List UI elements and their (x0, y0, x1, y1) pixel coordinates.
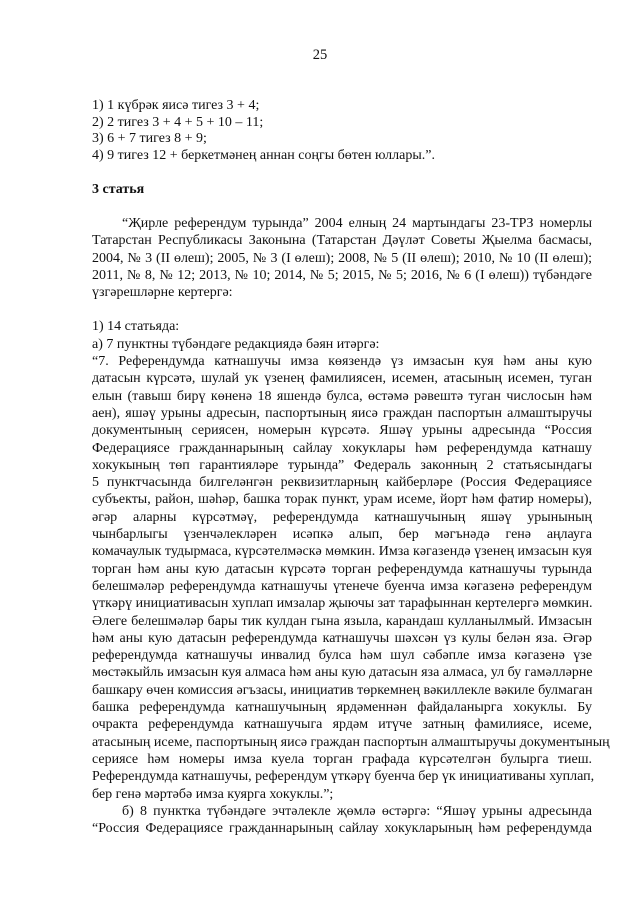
text-line: очракта референдумда катнашучыга ярдәм итүче затның фамилиясе, исеме, (92, 717, 592, 733)
text-line: Әлеге белешмәләр бары тик кулдан гына язылa, карандаш кулланылмый. Имзасын (92, 613, 592, 629)
text-line: бер генә мәртәбә имза куярга хокуклы.”; (92, 786, 334, 802)
text-line: а) 7 пунктны түбәндәге редакциядә бәян итәргә: (92, 336, 380, 352)
text-line: 2011, № 8, № 12; 2013, № 10; 2014, № 5; 2015, № 5; 2016, № 6 (I өлеш)) түбәндәге (92, 267, 592, 283)
text-line: “Җирле референдум турында” 2004 елның 24 мартындагы 23-ТРЗ номерлы (122, 216, 592, 231)
text-line: документының сериясен, номерын күрсәтә. Яшәү урыны адресында “Россия (92, 423, 592, 439)
text-line: комачаулык тудырмаса, күрсәтелмәскә мөмкин. Имза кәгазендә үзенең имзасын куя (92, 544, 592, 560)
text-line: сериясе һәм номеры имза куела торган графада күрсәтелгән булырга тиеш. (92, 751, 592, 767)
text-line: белешмәләр референдумда катнашучы үтенече буенча имза кәгазенә референдум (92, 578, 592, 594)
text-line: үткәрү инициативасын хуплап имзалар җыючы зат тарафыннан кертелергә мөмкин. (92, 596, 593, 612)
text-line: Федерациясе гражданнарының сайлау хокуклары һәм референдумда катнашу (92, 440, 592, 456)
text-line: торган һәм аны кую датасын күрсәтә торган референдумда катнашучы турында (92, 561, 592, 577)
text-line: 2004, № 3 (II өлеш); 2005, № 3 (I өлеш); 2008, № 5 (II өлеш); 2010, № 10 (II өлеш); (92, 250, 592, 266)
text-line: елын (тавыш бирү көненә 18 яшендә булса, өстәмә рәвештә туган числосын һәм (92, 388, 592, 404)
text-line: аен), яшәү урыны адресын, паспортының яисә граждан паспортын алмаштыручы (92, 405, 592, 421)
list-item: 4) 9 тигез 12 + беркетмәнең аннан соңгы бөтен юллары.”. (92, 147, 435, 163)
text-line: мөстәкыйль имзасын куя алмаса һәм аны кую датасын яза алмаса, ул бу гамәлләрне (92, 665, 593, 681)
text-line: чынбарлыгы үзенчәлекләрен исәпкә алып, бер мәгънәдә генә аңлауга (92, 527, 592, 543)
text-line: хокукының төп гарантияләре турында” Федераль законның 2 статьясындагы (92, 457, 592, 473)
text-line: 1) 14 статьяда: (92, 319, 180, 335)
text-line: һәм аны кую датасын референдумда катнашучы шәхсән үз кулы белән яза. Әгәр (92, 630, 592, 646)
text-line: Референдумда катнашучы, референдум үткәрү буенча бер үк инициативаны хуплап, (92, 769, 595, 785)
page-number: 25 (312, 47, 328, 63)
text-line: Татарстан Республикасы Законына (Татарстан Дәүләт Советы Җыелма басмасы, (92, 233, 592, 249)
text-line: б) 8 пунктка түбәндәге эчтәлекле җөмлә өстәргә: “Яшәү урыны адресында (122, 803, 592, 819)
text-line: әгәр аларны күрсәтмәү, референдумда катнашучының яшәү урынының (92, 509, 592, 525)
text-line: референдумда катнашучы инвалид булса һәм шул сәбәпле имза кәгазенә үзе (92, 648, 592, 664)
text-line: атасының исеме, паспортының яисә граждан паспортын алмаштыручы документының (92, 734, 610, 750)
text-line: 5 пунктчасында билгеләнгән реквизитларның кайберләре (Россия Федерациясе (92, 475, 592, 491)
article-body (92, 215, 610, 837)
ballot-rule-list (92, 98, 435, 164)
list-item: 3) 6 + 7 тигез 8 + 9; (92, 131, 207, 146)
text-line: башкару өчен комиссия әгъзасы, инициатив төркемнең вәкиллекле вәкиле булмаган (92, 682, 593, 698)
text-line: датасын күрсәтә, шулай ук үзенең фамилиясен, исемен, атасының исемен, туган (92, 371, 592, 387)
text-line: башка референдумда катнашучының ярдәменнән файдаланырга хокуклы. Бу (92, 700, 592, 716)
article-heading: 3 статья (92, 182, 145, 197)
text-line: “7. Референдумда катнашучы имза көязендә үз имзасын куя һәм аны кую (92, 354, 592, 370)
text-line: субъекты, район, шәһәр, башка торак пункт, урам исеме, йорт һәм фатир номеры), (92, 492, 592, 508)
list-item: 1) 1 күбрәк яисә тигез 3 + 4; (92, 98, 260, 113)
text-line: “Россия Федерациясе гражданнарының сайлау хокукларының һәм референдумда (92, 821, 592, 837)
list-item: 2) 2 тигез 3 + 4 + 5 + 10 – 11; (92, 114, 264, 130)
text-line: үзгәрешләрне кертергә: (92, 285, 233, 301)
